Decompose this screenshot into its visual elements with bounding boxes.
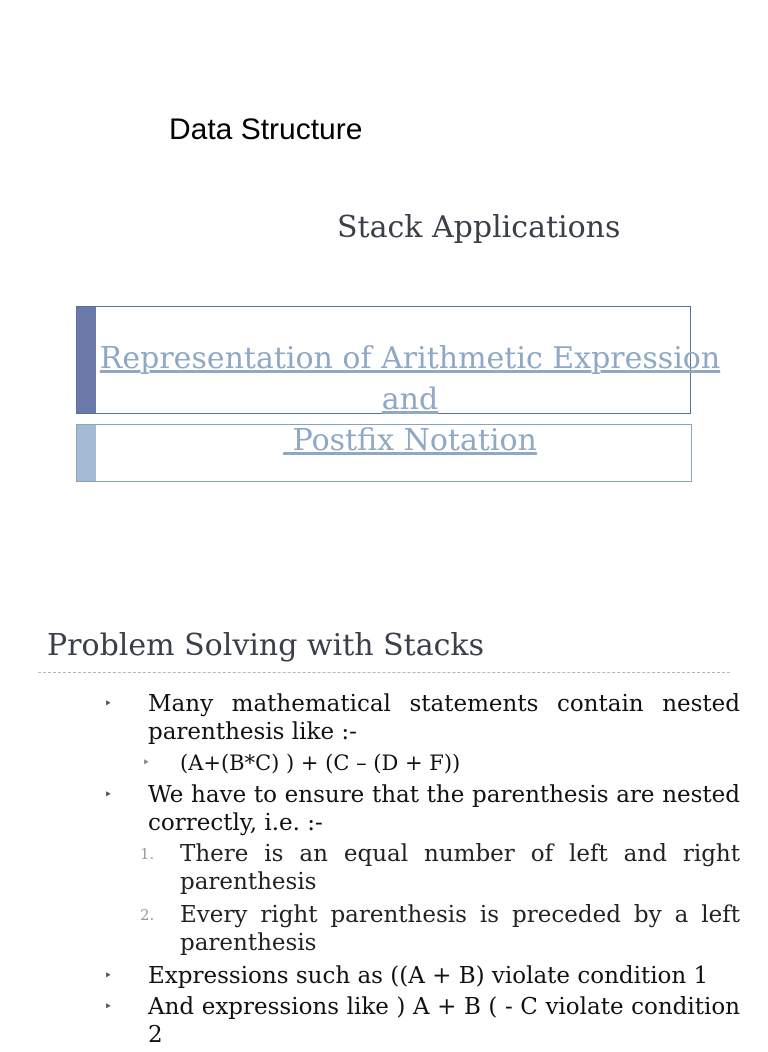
list-item [100,901,740,957]
triangle-bullet-icon: ‣ [104,787,113,803]
list-item-text: Many mathematical statements contain nested parenthesis like :- [148,691,740,745]
triangle-bullet-icon: ‣ [104,696,113,712]
topic-box-bottom-accent [77,425,96,481]
list-item-text: There is an equal number of left and right parenthesis [180,841,740,895]
topic-line-2: and [381,382,439,417]
course-title: Data Structure [169,113,363,146]
triangle-bullet-icon: ‣ [142,755,151,771]
topic-box-top-accent [77,307,96,413]
topic-line-1: Representation of Arithmetic Expression [99,341,721,376]
topic-title [96,338,724,461]
list-item [100,962,740,990]
list-item-text: And expressions like ) A + B ( - C violate condition 2 [148,994,740,1048]
list-item [100,781,740,837]
list-item-text: We have to ensure that the parenthesis are nested correctly, i.e. :- [148,782,740,836]
list-item-text: Every right parenthesis is preceded by a left parenthesis [180,902,740,956]
list-number: 1. [140,845,155,863]
topic-line-3: Postfix Notation [283,423,537,458]
list-item-text: Expressions such as ((A + B) violate condition 1 [148,963,709,989]
triangle-bullet-icon: ‣ [104,968,113,984]
section-heading: Problem Solving with Stacks [47,628,484,663]
bullet-list [100,690,740,1052]
list-item [100,690,740,746]
list-item [100,993,740,1049]
heading-divider [38,672,730,673]
slide-subtitle: Stack Applications [337,210,621,245]
list-item [100,840,740,896]
list-item [100,749,740,777]
triangle-bullet-icon: ‣ [104,999,113,1015]
list-number: 2. [140,906,155,924]
list-item-text: (A+(B*C) ) + (C – (D + F)) [180,751,461,775]
